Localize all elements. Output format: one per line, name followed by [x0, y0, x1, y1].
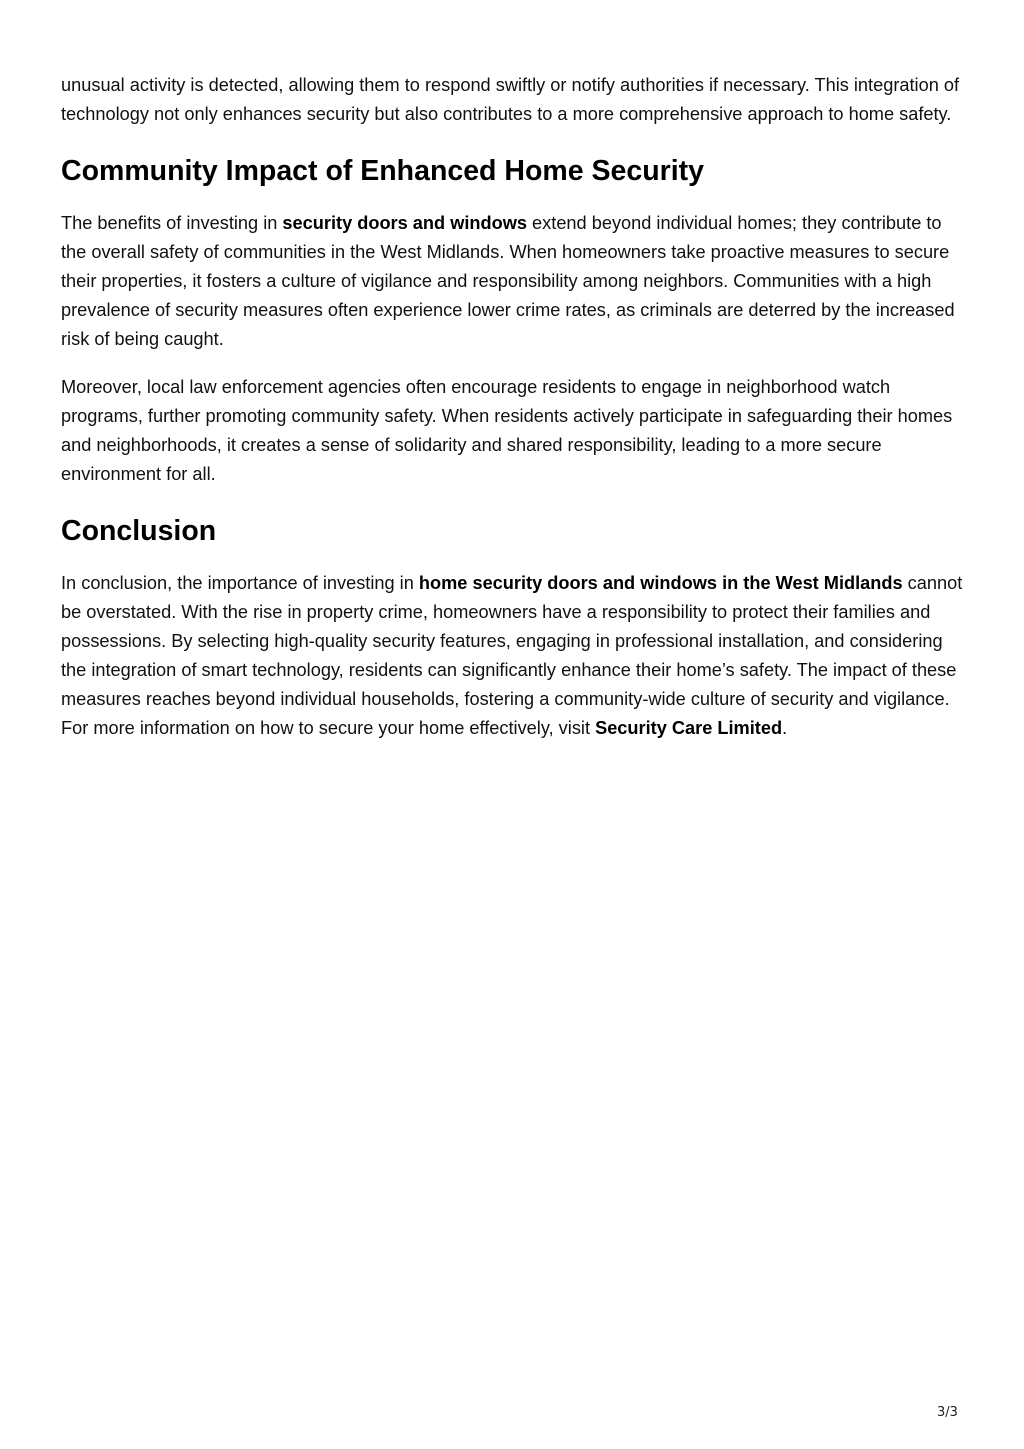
community-impact-heading: Community Impact of Enhanced Home Security	[61, 155, 704, 187]
conclusion-text-before: In conclusion, the importance of investing in	[61, 573, 419, 593]
community-paragraph-2: Moreover, local law enforcement agencies often encourage residents to engage in neighborhood watch programs, further promoting community safety. When residents actively participate in safeguarding their homes and neighborhoods, it creates a sense of solidarity and shared responsibility, leading to a more secure environment for all.	[61, 377, 953, 484]
community-paragraph-1	[61, 209, 963, 354]
community-p1-text-before: The benefits of investing in	[61, 213, 283, 233]
conclusion-text-end: .	[782, 718, 788, 738]
intro-paragraph: unusual activity is detected, allowing them to respond swiftly or notify authorities if necessary. This integration of technology not only enhances security but also contributes to a more comprehensive approach to home safety.	[61, 75, 960, 124]
conclusion-heading: Conclusion	[61, 515, 217, 547]
community-p1-bold-phrase: security doors and windows	[282, 213, 527, 233]
conclusion-bold-phrase: home security doors and windows in the West Midlands	[418, 573, 903, 593]
document-page	[61, 71, 963, 762]
page-number: 3/3	[937, 1405, 958, 1420]
community-p1-text-after: extend beyond individual homes; they contribute to the overall safety of communities in the West Midlands. When homeowners take proactive measures to secure their properties, it fosters a culture of vigilance and responsibility among neighbors. Communities with a high prevalence of security measures often experience lower crime rates, as criminals are deterred by the increased risk of being caught.	[61, 213, 955, 349]
security-care-limited-link[interactable]: Security Care Limited	[595, 718, 783, 738]
conclusion-paragraph	[61, 569, 963, 743]
conclusion-text-middle: cannot be overstated. With the rise in property crime, homeowners have a responsibility to protect their families and possessions. By selecting high-quality security features, engaging in professional installation, and considering the integration of smart technology, residents can significantly enhance their home’s safety. The impact of these measures reaches beyond individual households, fostering a community-wide culture of security and vigilance. For more information on how to secure your home effectively, visit	[61, 573, 963, 738]
